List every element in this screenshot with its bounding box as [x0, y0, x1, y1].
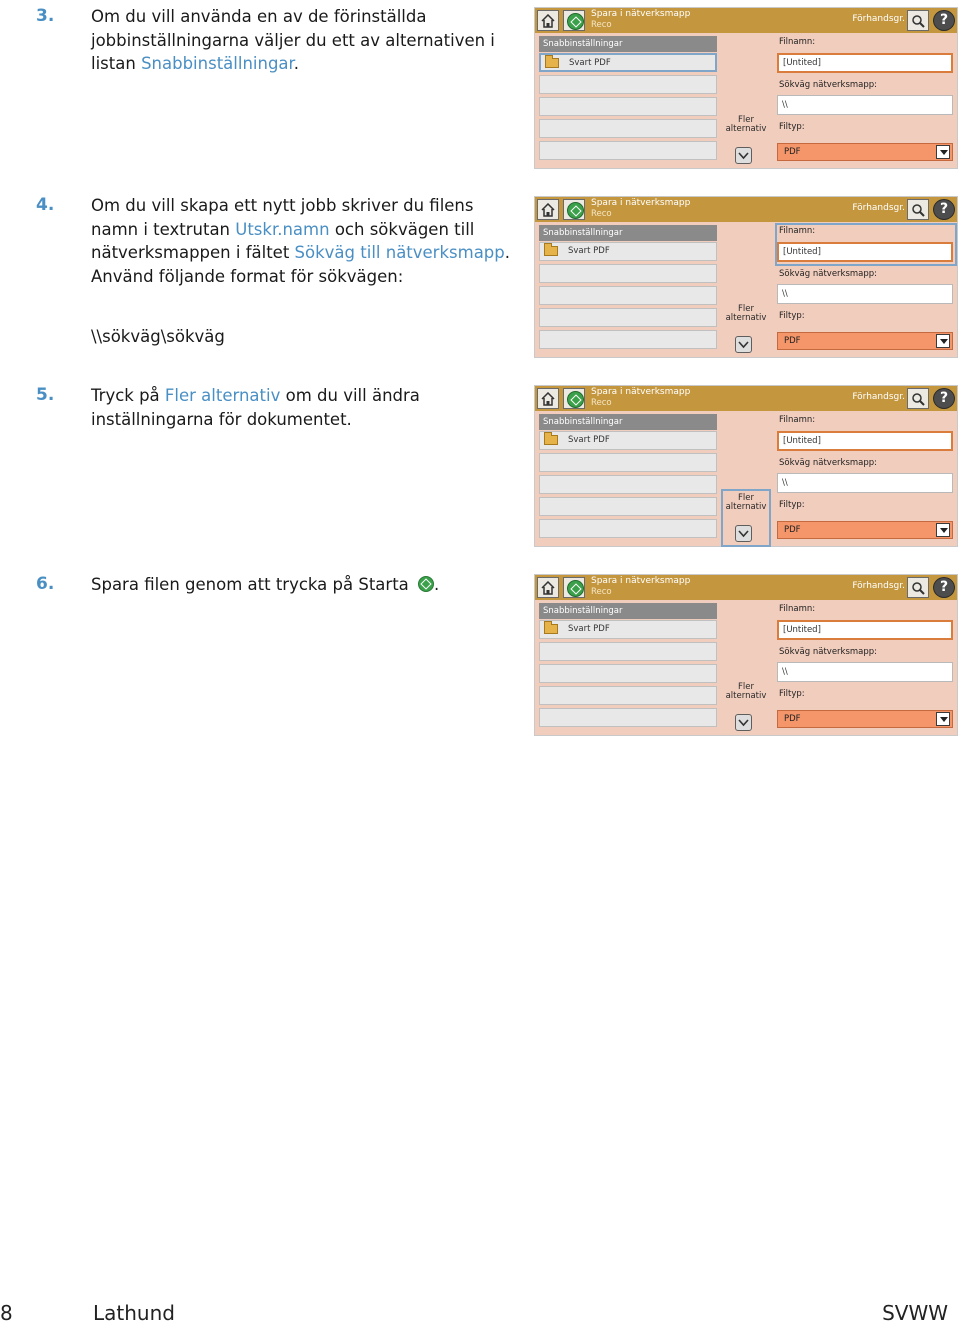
quick-set-empty[interactable]: [539, 286, 717, 305]
device-screen-step-3: [534, 7, 958, 169]
scroll-down-button[interactable]: [735, 336, 752, 353]
dropdown-icon[interactable]: [936, 334, 950, 348]
screen-title: Spara i nätverksmapp: [591, 9, 691, 19]
file-type-label: Filtyp:: [779, 122, 805, 132]
device-screen-step-6: [534, 574, 958, 736]
step-text: Spara filen genom att trycka på Starta .: [91, 575, 440, 594]
quick-set-item[interactable]: [539, 242, 717, 261]
path-label: Sökväg nätverksmapp:: [779, 458, 878, 468]
link-network-path: Sökväg till nätverksmapp: [294, 243, 505, 262]
quick-set-empty[interactable]: [539, 475, 717, 494]
page-number: 8: [0, 1301, 13, 1325]
home-icon: [541, 581, 555, 595]
step-text: Tryck på Fler alternativ om du vill ändra inställningarna för dokumentet.: [91, 386, 420, 429]
file-type-label: Filtyp:: [779, 500, 805, 510]
help-button[interactable]: ?: [933, 199, 955, 220]
link-file-name: Utskr.namn: [235, 219, 330, 239]
file-name-label: Filnamn:: [779, 415, 816, 425]
folder-icon: [544, 624, 558, 634]
quick-set-empty[interactable]: [539, 686, 717, 705]
path-example: \\sökväg\sökväg: [91, 327, 225, 346]
quick-set-empty[interactable]: [539, 264, 717, 283]
quick-set-empty[interactable]: [539, 642, 717, 661]
file-type-select[interactable]: PDF: [777, 521, 953, 539]
top-bar: [535, 575, 957, 600]
preview-label: Förhandsgr.: [852, 581, 905, 591]
quick-set-item[interactable]: [539, 53, 717, 72]
preview-button[interactable]: [907, 577, 929, 598]
quick-set-empty[interactable]: [539, 308, 717, 327]
quick-set-empty[interactable]: [539, 453, 717, 472]
quick-sets-header: Snabbinställningar: [539, 414, 717, 430]
file-type-label: Filtyp:: [779, 689, 805, 699]
screen-subtitle: Reco: [591, 587, 612, 597]
path-input[interactable]: \\: [777, 284, 953, 304]
quick-set-empty[interactable]: [539, 497, 717, 516]
quick-set-label: Svart PDF: [568, 435, 610, 445]
link-more-options: Fler alternativ: [164, 386, 281, 405]
link-quick-sets: Snabbinställningar: [141, 54, 294, 73]
home-button[interactable]: [537, 10, 559, 31]
help-button[interactable]: ?: [933, 388, 955, 409]
scroll-down-button[interactable]: [735, 525, 752, 542]
dropdown-icon[interactable]: [936, 523, 950, 537]
magnifier-icon: [911, 203, 925, 217]
step-text: Om du vill skapa ett nytt jobb skriver du filens namn i textrutan Utskr.namn och sökvägen till nätverksmappen i fältet Sökväg till nätverksmapp. Använd följande format för sökvägen:: [91, 196, 511, 286]
file-type-select[interactable]: PDF: [777, 710, 953, 728]
home-button[interactable]: [537, 388, 559, 409]
quick-set-empty[interactable]: [539, 708, 717, 727]
screen-title: Spara i nätverksmapp: [591, 387, 691, 397]
quick-set-empty[interactable]: [539, 75, 717, 94]
start-button[interactable]: [563, 388, 585, 409]
dropdown-icon[interactable]: [936, 712, 950, 726]
screen-title: Spara i nätverksmapp: [591, 198, 691, 208]
quick-sets-header: Snabbinställningar: [539, 603, 717, 619]
folder-icon: [544, 435, 558, 445]
start-button[interactable]: [563, 577, 585, 598]
home-button[interactable]: [537, 577, 559, 598]
top-bar: [535, 386, 957, 411]
start-icon: [567, 202, 584, 219]
start-icon: [567, 580, 584, 597]
quick-set-empty[interactable]: [539, 664, 717, 683]
top-bar: [535, 8, 957, 33]
step-number: 6.: [36, 574, 55, 594]
home-icon: [541, 14, 555, 28]
file-name-input[interactable]: [Untited]: [777, 620, 953, 640]
quick-set-empty[interactable]: [539, 330, 717, 349]
screen-subtitle: Reco: [591, 209, 612, 219]
start-icon: [567, 13, 584, 30]
home-button[interactable]: [537, 199, 559, 220]
file-name-label: Filnamn:: [779, 226, 816, 236]
path-label: Sökväg nätverksmapp:: [779, 269, 878, 279]
preview-button[interactable]: [907, 10, 929, 31]
device-screen-step-4: [534, 196, 958, 358]
step-number: 5.: [36, 385, 55, 405]
dropdown-icon[interactable]: [936, 145, 950, 159]
magnifier-icon: [911, 581, 925, 595]
magnifier-icon: [911, 392, 925, 406]
file-name-input[interactable]: [Untited]: [777, 53, 953, 73]
file-type-select[interactable]: PDF: [777, 143, 953, 161]
quick-set-item[interactable]: [539, 431, 717, 450]
folder-icon: [545, 58, 559, 68]
preview-label: Förhandsgr.: [852, 392, 905, 402]
file-name-label: Filnamn:: [779, 604, 816, 614]
device-screen-step-5: [534, 385, 958, 547]
preview-label: Förhandsgr.: [852, 203, 905, 213]
chevron-down-icon: [738, 718, 749, 727]
magnifier-icon: [911, 14, 925, 28]
preview-button[interactable]: [907, 199, 929, 220]
start-icon: [418, 576, 434, 592]
more-options-button[interactable]: Fler alternativ: [721, 300, 771, 358]
chevron-down-icon: [738, 529, 749, 538]
file-name-label: Filnamn:: [779, 37, 816, 47]
quick-set-empty[interactable]: [539, 119, 717, 138]
path-input[interactable]: \\: [777, 662, 953, 682]
preview-label: Förhandsgr.: [852, 14, 905, 24]
chevron-down-icon: [738, 151, 749, 160]
file-name-input[interactable]: [Untited]: [777, 242, 953, 262]
file-type-select[interactable]: PDF: [777, 332, 953, 350]
quick-set-label: Svart PDF: [569, 58, 611, 68]
top-bar: [535, 197, 957, 222]
path-label: Sökväg nätverksmapp:: [779, 647, 878, 657]
step-text: Om du vill använda en av de förinställda jobbinställningarna väljer du ett av alternativen i listan Snabbinställningar.: [91, 7, 495, 73]
quick-set-empty[interactable]: [539, 519, 717, 538]
file-name-input[interactable]: [Untited]: [777, 431, 953, 451]
step-number: 4.: [36, 195, 55, 215]
folder-icon: [544, 246, 558, 256]
quick-sets-header: Snabbinställningar: [539, 225, 717, 241]
preview-button[interactable]: [907, 388, 929, 409]
quick-set-item[interactable]: [539, 620, 717, 639]
help-button[interactable]: ?: [933, 577, 955, 598]
step-number: 3.: [36, 6, 55, 26]
more-options-button[interactable]: Fler alternativ: [721, 489, 771, 547]
more-options-button[interactable]: Fler alternativ: [721, 678, 771, 736]
path-input[interactable]: \\: [777, 473, 953, 493]
screen-subtitle: Reco: [591, 398, 612, 408]
start-button[interactable]: [563, 10, 585, 31]
path-label: Sökväg nätverksmapp:: [779, 80, 878, 90]
footer-code: SVWW: [882, 1301, 948, 1325]
screen-subtitle: Reco: [591, 20, 612, 30]
home-icon: [541, 203, 555, 217]
screen-title: Spara i nätverksmapp: [591, 576, 691, 586]
start-button[interactable]: [563, 199, 585, 220]
scroll-down-button[interactable]: [735, 147, 752, 164]
footer-title: Lathund: [93, 1301, 175, 1325]
quick-set-empty[interactable]: [539, 97, 717, 116]
home-icon: [541, 392, 555, 406]
more-options-button[interactable]: Fler alternativ: [721, 111, 771, 169]
start-icon: [567, 391, 584, 408]
scroll-down-button[interactable]: [735, 714, 752, 731]
path-input[interactable]: \\: [777, 95, 953, 115]
quick-sets-header: Snabbinställningar: [539, 36, 717, 52]
quick-set-empty[interactable]: [539, 141, 717, 160]
chevron-down-icon: [738, 340, 749, 349]
file-type-label: Filtyp:: [779, 311, 805, 321]
quick-set-label: Svart PDF: [568, 624, 610, 634]
quick-set-label: Svart PDF: [568, 246, 610, 256]
help-button[interactable]: ?: [933, 10, 955, 31]
